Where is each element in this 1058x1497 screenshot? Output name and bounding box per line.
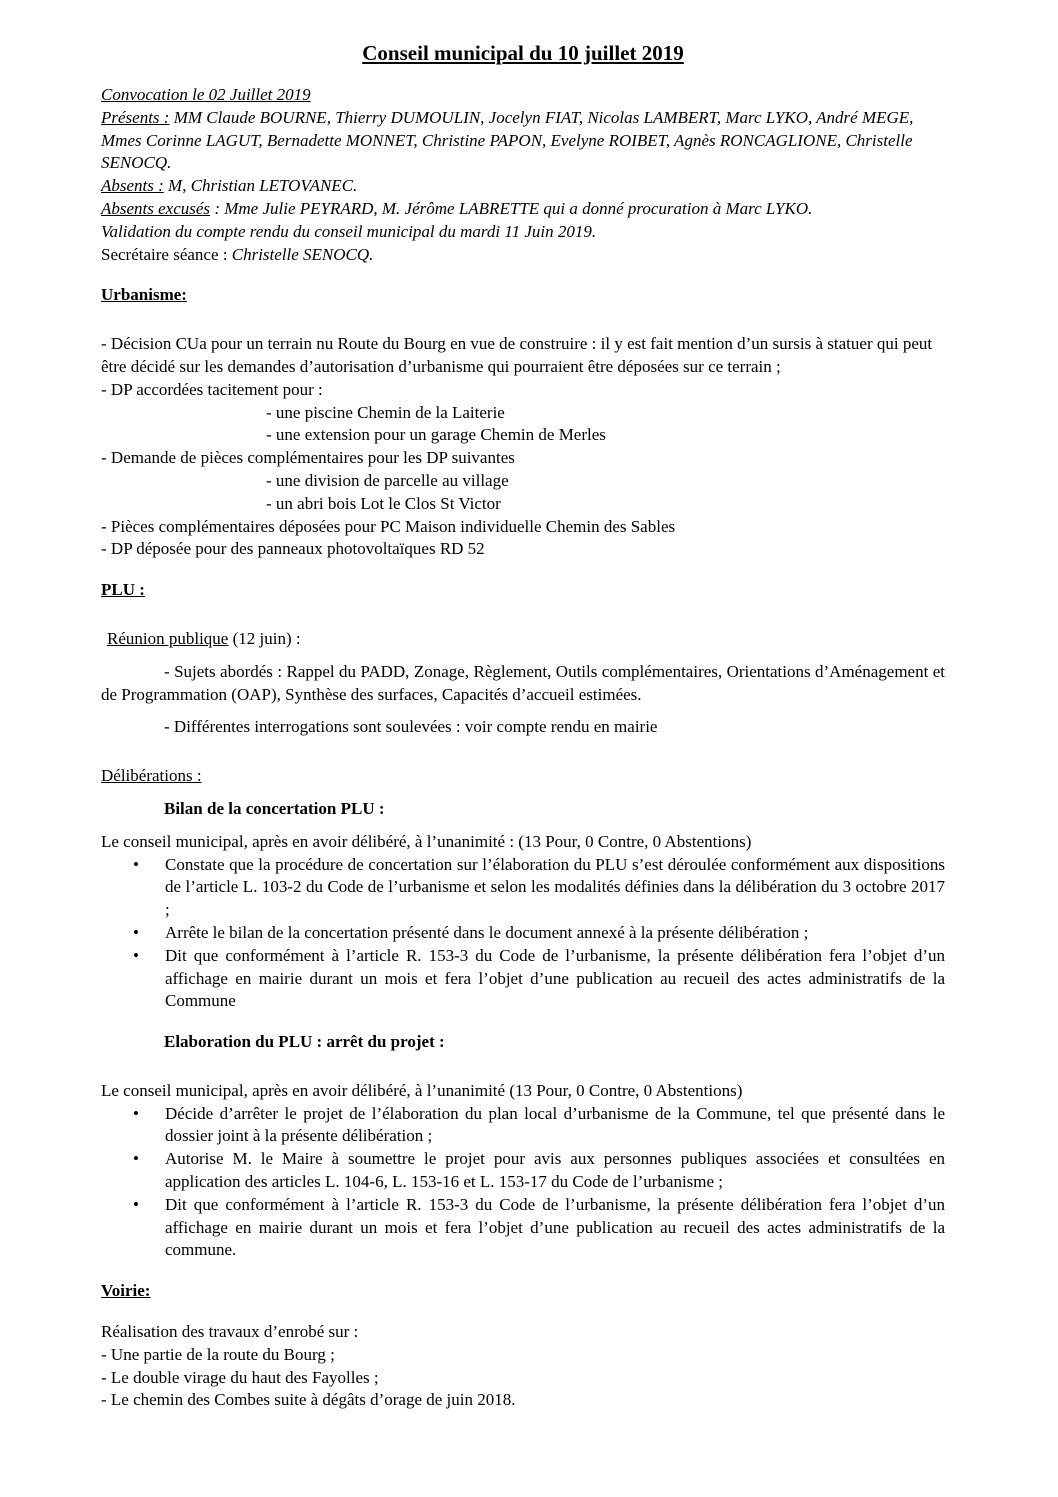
excuses-line — [101, 198, 945, 221]
voirie-item: - Une partie de la route du Bourg ; — [101, 1344, 335, 1364]
urbanisme-line-dp-photovoltaique: - DP déposée pour des panneaux photovoltaïques RD 52 — [101, 539, 485, 559]
elaboration-intro: Le conseil municipal, après en avoir délibéré, à l’unanimité (13 Pour, 0 Contre, 0 Abstentions) — [101, 1080, 743, 1100]
urbanisme-sub-division: - une division de parcelle au village — [266, 470, 509, 490]
excuses-text: : Mme Julie PEYRARD, M. Jérôme LABRETTE qui a donné procuration à Marc LYKO. — [210, 198, 813, 218]
voirie-item: - Le chemin des Combes suite à dégâts d’orage de juin 2018. — [101, 1390, 516, 1410]
bilan-heading: Bilan de la concertation PLU : — [164, 798, 385, 818]
plu-sujets: - Sujets abordés : Rappel du PADD, Zonage, Règlement, Outils complémentaires, Orientations d’Aménagement et de Programmation (OAP), Synthèse des surfaces, Capacités d’accueil estimées. — [101, 661, 945, 704]
secretaire-label: Secrétaire séance : — [101, 244, 232, 264]
absents-line — [101, 175, 945, 198]
urbanisme-sub-piscine: - une piscine Chemin de la Laiterie — [266, 402, 505, 422]
list-item: • Arrête le bilan de la concertation présenté dans le document annexé à la présente délibération ; — [133, 922, 945, 945]
plu-interrogations: - Différentes interrogations sont soulevées : voir compte rendu en mairie — [164, 717, 658, 737]
list-item: • Dit que conformément à l’article R. 153-3 du Code de l’urbanisme, la présente délibération fera l’objet d’un affichage en mairie durant un mois et fera l’objet d’une publication au recueil des actes administratifs de la commune. — [133, 1194, 945, 1262]
excuses-label: Absents excusés — [101, 198, 211, 218]
voirie-intro: Réalisation des travaux d’enrobé sur : — [101, 1322, 359, 1342]
document-body — [101, 38, 945, 1412]
bilan-intro: Le conseil municipal, après en avoir délibéré, à l’unanimité : (13 Pour, 0 Contre, 0 Abstentions) — [101, 831, 752, 851]
urbanisme-line-pc-maison: - Pièces complémentaires déposées pour PC Maison individuelle Chemin des Sables — [101, 516, 676, 536]
secretaire-line — [101, 244, 945, 267]
plu-heading: PLU : — [101, 580, 145, 600]
presents-label: Présents : — [101, 107, 170, 127]
absents-text: M, Christian LETOVANEC. — [163, 176, 358, 196]
presents-line — [101, 107, 945, 175]
reunion-date: (12 juin) : — [228, 628, 301, 648]
elaboration-heading: Elaboration du PLU : arrêt du projet : — [164, 1032, 445, 1052]
reunion-line — [101, 628, 945, 651]
voirie-item: - Le double virage du haut des Fayolles ; — [101, 1367, 379, 1387]
list-item: • Autorise M. le Maire à soumettre le projet pour avis aux personnes publiques associées et consultées en application des articles L. 104-6, L. 153-16 et L. 153-17 du Code de l’urbanisme ; — [133, 1148, 945, 1194]
urbanisme-line-cua: - Décision CUa pour un terrain nu Route du Bourg en vue de construire : il y est fait mention d’un sursis à statuer qui peut être décidé sur les demandes d’autorisation d’urbanisme qui pourraient être déposées sur ce terrain ; — [101, 334, 933, 376]
urbanisme-sub-garage: - une extension pour un garage Chemin de Merles — [266, 425, 606, 445]
absents-label: Absents : — [101, 176, 164, 196]
urbanisme-sub-abri: - un abri bois Lot le Clos St Victor — [266, 493, 501, 513]
list-item: • Constate que la procédure de concertation sur l’élaboration du PLU s’est déroulée conformément aux dispositions de l’article L. 103-2 du Code de l’urbanisme et selon les modalités définies dans la délibération du 3 octobre 2017 ; — [133, 854, 945, 922]
validation-line: Validation du compte rendu du conseil municipal du mardi 11 Juin 2019. — [101, 221, 597, 241]
list-item: • Dit que conformément à l’article R. 153-3 du Code de l’urbanisme, la présente délibération fera l’objet d’un affichage en mairie durant un mois et fera l’objet d’une publication au recueil des actes administratifs de la Commune — [133, 945, 945, 1013]
secretaire-name: Christelle SENOCQ. — [231, 244, 374, 264]
deliberations-label: Délibérations : — [101, 766, 202, 786]
voirie-heading: Voirie: — [101, 1281, 151, 1301]
convocation-line: Convocation le 02 Juillet 2019 — [101, 85, 311, 104]
list-item: • Décide d’arrêter le projet de l’élaboration du plan local d’urbanisme de la Commune, tel que présenté dans le dossier joint à la présente délibération ; — [133, 1103, 945, 1149]
reunion-label: Réunion publique — [107, 628, 229, 648]
urbanisme-heading: Urbanisme: — [101, 285, 187, 305]
urbanisme-line-demande-pieces: - Demande de pièces complémentaires pour les DP suivantes — [101, 448, 515, 468]
urbanisme-line-dp-accordees: - DP accordées tacitement pour : — [101, 379, 323, 399]
bilan-list — [101, 854, 945, 1014]
page-title: Conseil municipal du 10 juillet 2019 — [362, 41, 684, 65]
presents-text: MM Claude BOURNE, Thierry DUMOULIN, Jocelyn FIAT, Nicolas LAMBERT, Marc LYKO, André MEGE, Mmes Corinne LAGUT, Bernadette MONNET, Christine PAPON, Evelyne ROIBET, Agnès RONCAGLIONE, Christelle SENOCQ. — [101, 107, 914, 173]
elaboration-list — [101, 1103, 945, 1263]
